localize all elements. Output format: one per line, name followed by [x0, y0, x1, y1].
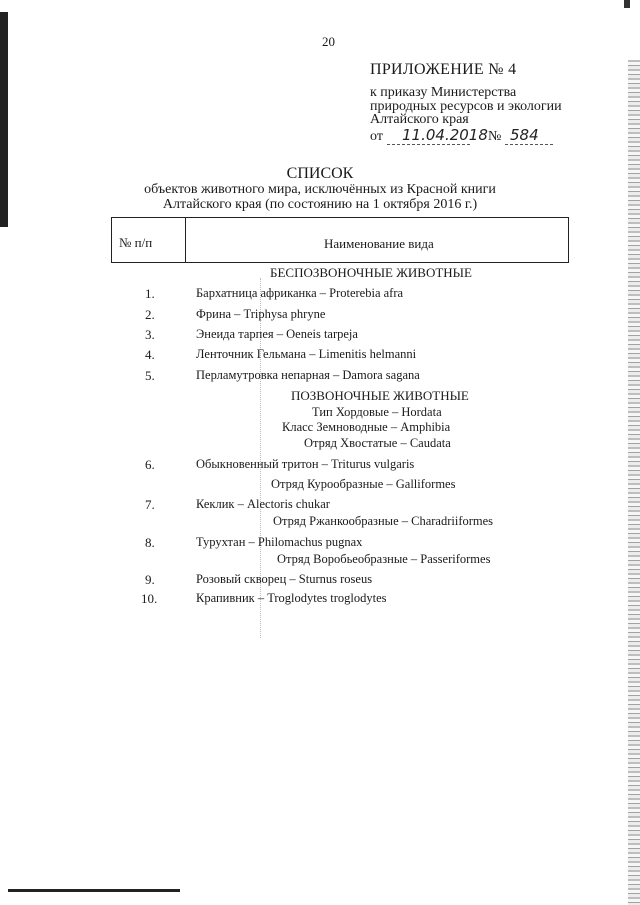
- species-name: Крапивник – Troglodytes troglodytes: [196, 591, 387, 605]
- species-name: Обыкновенный тритон – Triturus vulgaris: [196, 457, 415, 471]
- row-number: 3.: [145, 327, 155, 342]
- page-number: 20: [322, 34, 335, 49]
- row-number: 5.: [145, 368, 155, 383]
- row-number: 8.: [145, 535, 155, 550]
- row-number: 6.: [145, 457, 155, 472]
- order-date-handwritten: 11.04.2018: [402, 126, 488, 144]
- list-subtitle-2: Алтайского края (по состоянию на 1 октября 2016 г.): [162, 197, 478, 212]
- species-name: Энеида тарпея – Oeneis tarpeja: [196, 327, 358, 341]
- species-name: Бархатница африканка – Proterebia afra: [196, 286, 404, 300]
- list-title: СПИСОК: [286, 165, 354, 182]
- column-header-name: Наименование вида: [324, 236, 434, 251]
- species-name: Перламутровка непарная – Damora sagana: [196, 368, 420, 382]
- row-number: 2.: [145, 307, 155, 322]
- taxon-order-charadrii: Отряд Ржанкообразные – Charadriiformes: [273, 514, 494, 528]
- group-heading-vertebrates: ПОЗВОНОЧНЫЕ ЖИВОТНЫЕ: [291, 388, 469, 403]
- taxon-order-passeri: Отряд Воробьеобразные – Passeriformes: [277, 552, 491, 566]
- row-number: 7.: [145, 497, 155, 512]
- scan-bottom-bar: [8, 889, 180, 892]
- row-number: 9.: [145, 572, 155, 587]
- taxon-class: Класс Земноводные – Amphibia: [282, 420, 451, 434]
- species-name: Ленточник Гельмана – Limenitis helmanni: [196, 347, 417, 361]
- species-name: Кеклик – Alectoris chukar: [196, 497, 330, 511]
- order-line-3: Алтайского края: [370, 112, 469, 127]
- table-header-divider: [185, 217, 186, 263]
- number-prefix: №: [488, 129, 502, 144]
- number-underline: [505, 144, 553, 145]
- taxon-type: Тип Хордовые – Hordata: [312, 405, 442, 419]
- column-header-number: № п/п: [119, 235, 153, 250]
- appendix-title: ПРИЛОЖЕНИЕ № 4: [370, 61, 517, 78]
- group-heading-invertebrates: БЕСПОЗВОНОЧНЫЕ ЖИВОТНЫЕ: [270, 265, 472, 280]
- date-prefix: от: [370, 129, 383, 144]
- order-line-1: к приказу Министерства: [370, 85, 517, 100]
- row-number: 4.: [145, 347, 155, 362]
- row-number: 1.: [145, 286, 155, 301]
- list-subtitle-1: объектов животного мира, исключённых из Красной книги: [144, 182, 496, 197]
- order-number-handwritten: 584: [510, 126, 539, 144]
- date-underline: [387, 144, 470, 145]
- species-name: Турухтан – Philomachus pugnax: [196, 535, 363, 549]
- taxon-order-caudata: Отряд Хвостатые – Caudata: [304, 436, 451, 450]
- scan-corner-mark: [624, 0, 630, 8]
- species-name: Фрина – Triphysa phryne: [196, 307, 326, 321]
- taxon-order-galliformes: Отряд Курообразные – Galliformes: [271, 477, 456, 491]
- species-name: Розовый скворец – Sturnus roseus: [196, 572, 373, 586]
- row-number: 10.: [141, 591, 158, 606]
- order-line-2: природных ресурсов и экологии: [370, 99, 562, 114]
